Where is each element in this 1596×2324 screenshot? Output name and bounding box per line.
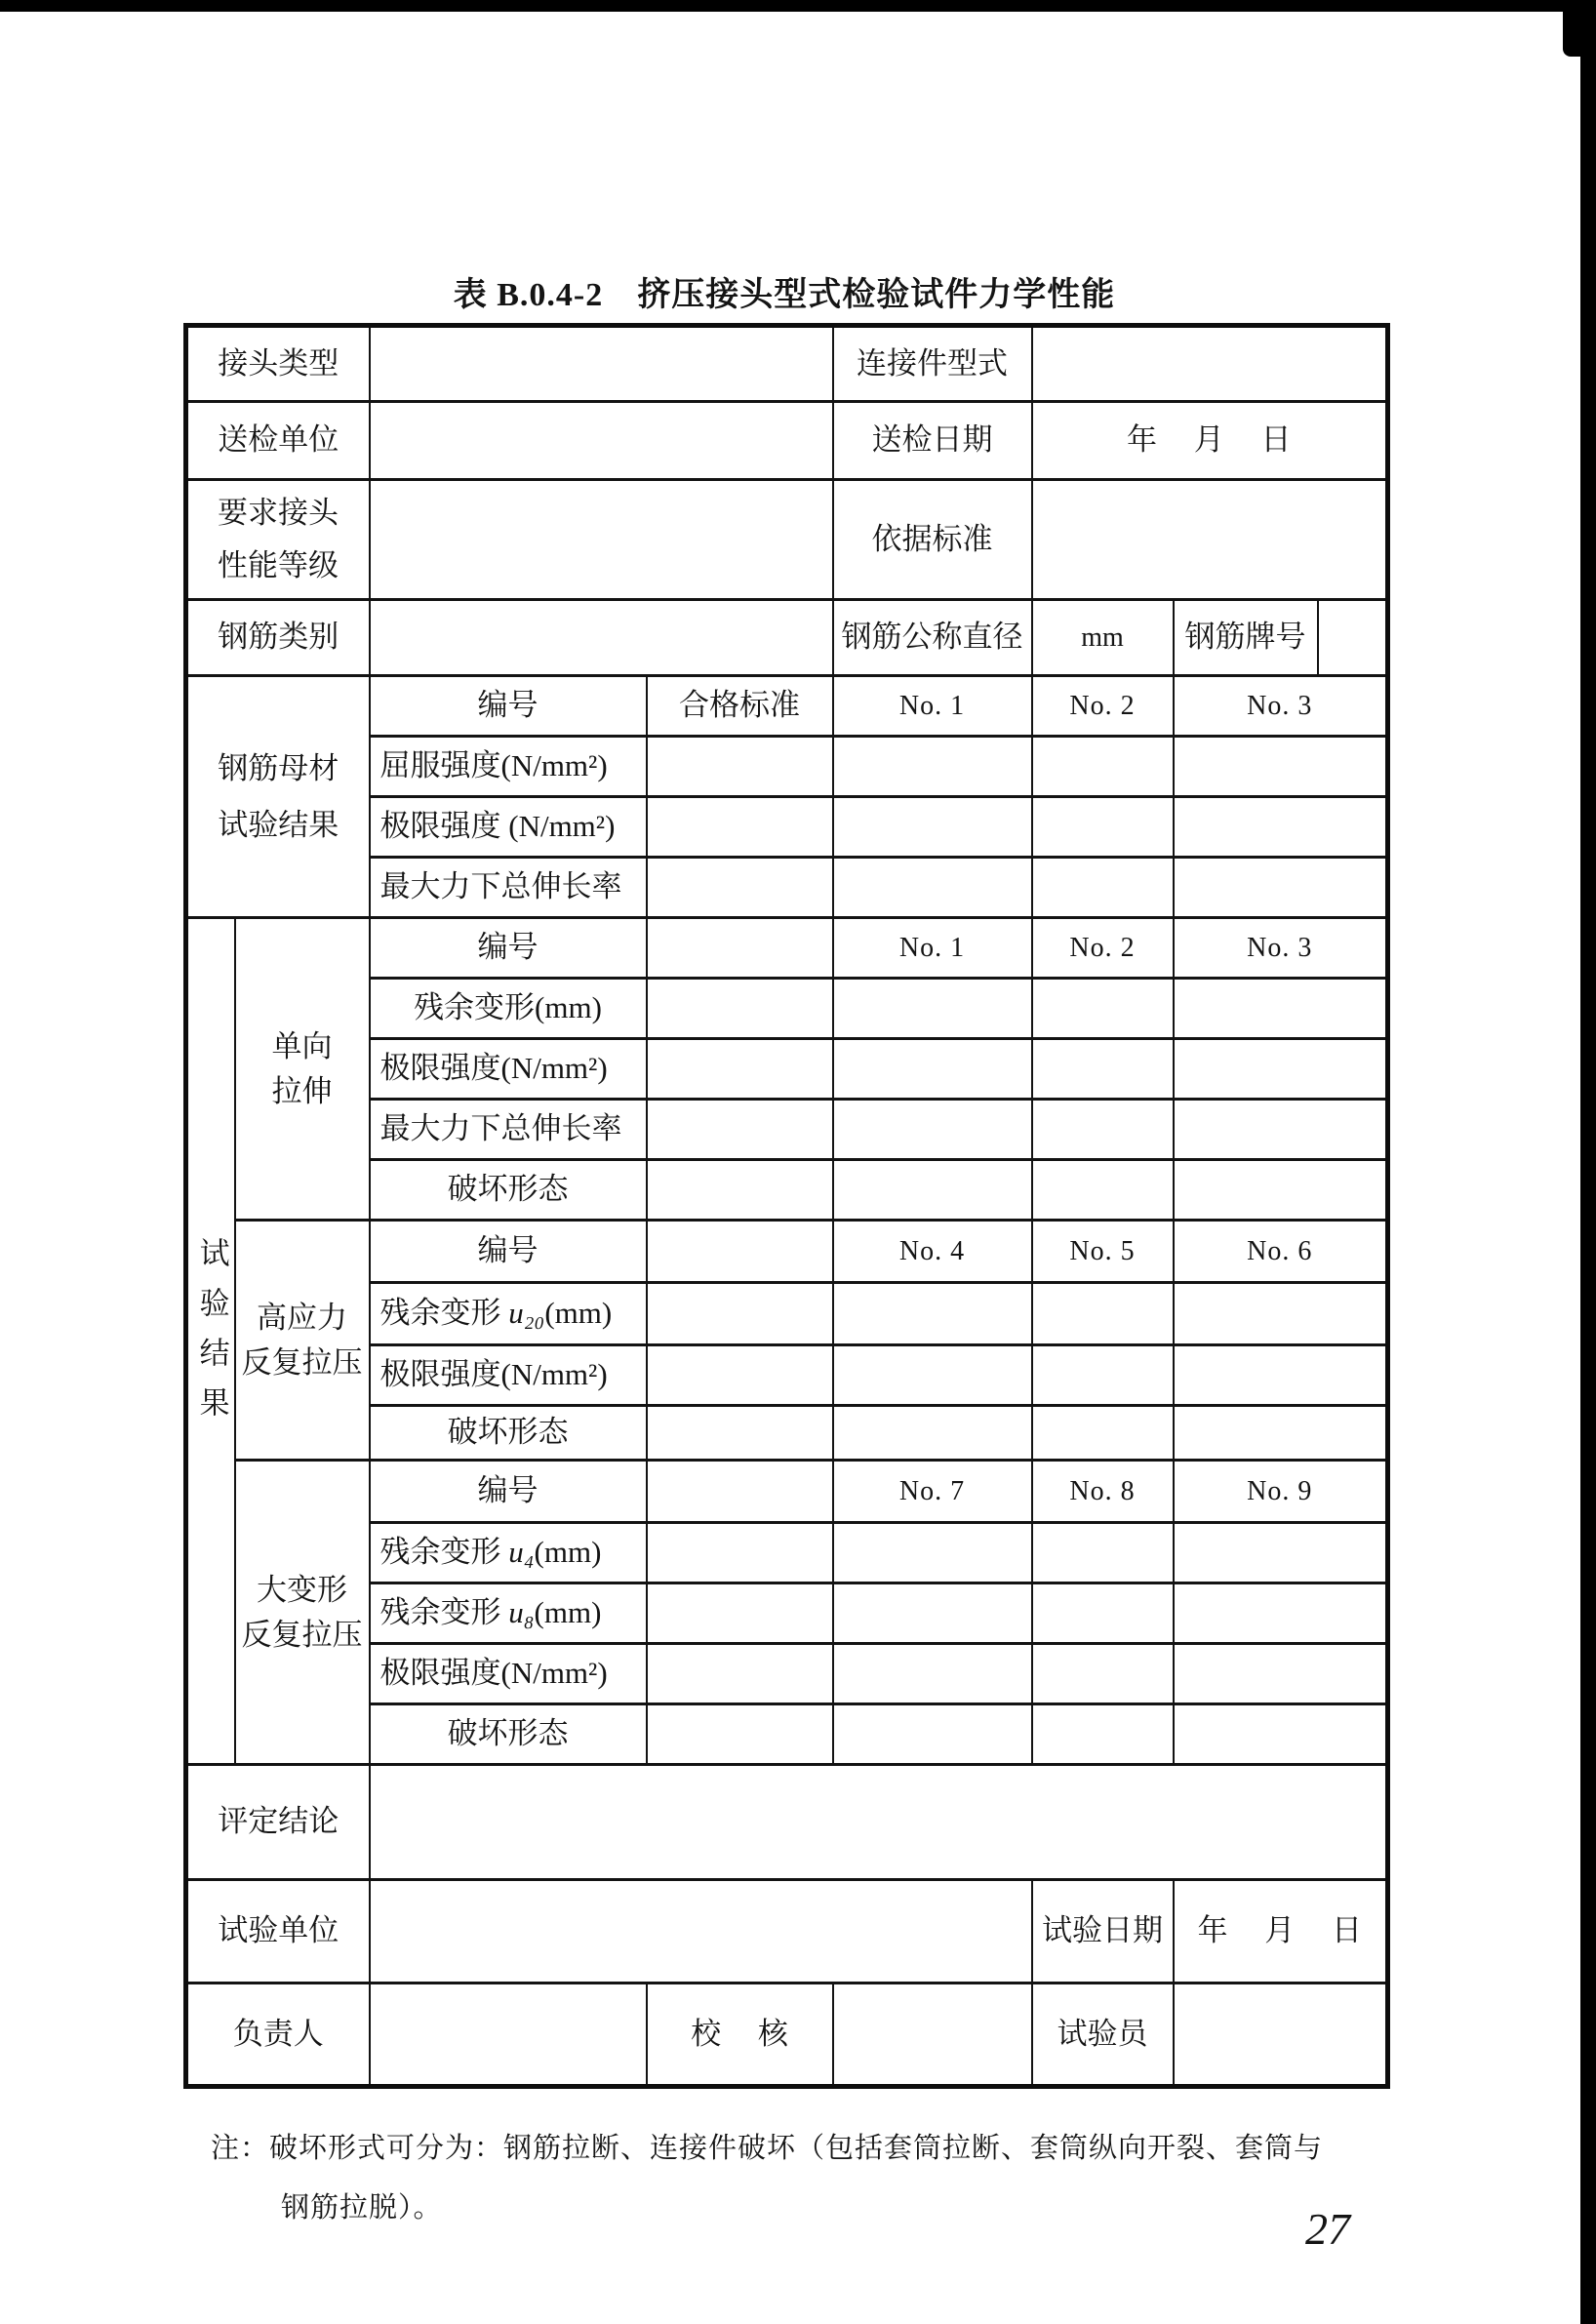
base-metal-ultimate-no1-cell	[833, 797, 1032, 858]
large-def-group-label	[235, 1461, 370, 1765]
conclusion-value-cell	[370, 1765, 1388, 1880]
uniaxial-ultimate-no1-cell	[833, 1039, 1032, 1100]
high-stress-failure-no6-cell	[1174, 1406, 1388, 1461]
submit-date-value-cell: 年 月 日	[1032, 402, 1388, 480]
base-metal-elongation-no3-cell	[1174, 858, 1388, 918]
connector-type-value-cell	[1032, 326, 1388, 402]
large-def-sn-label: 编号	[370, 1461, 647, 1523]
rebar-grade-value-cell	[1318, 600, 1388, 676]
base-metal-ultimate-criteria-cell	[647, 797, 833, 858]
large-def-residual4-prefix: 残余变形	[379, 1535, 509, 1570]
required-performance-line1: 要求接头	[218, 496, 339, 530]
rebar-diameter-unit: mm	[1032, 600, 1174, 676]
high-stress-sn-label: 编号	[370, 1221, 647, 1283]
rebar-diameter-label: 钢筋公称直径	[833, 600, 1032, 676]
base-metal-group-label	[186, 676, 370, 918]
large-def-sn-criteria-cell	[647, 1461, 833, 1523]
conclusion-label: 评定结论	[186, 1765, 370, 1880]
rebar-grade-label: 钢筋牌号	[1174, 600, 1318, 676]
table-note-line1	[211, 2119, 1411, 2179]
tester-label: 试验员	[1032, 1983, 1174, 2087]
base-metal-elongation-criteria-cell	[647, 858, 833, 918]
uniaxial-ultimate-criteria-cell	[647, 1039, 833, 1100]
large-def-residual4-label	[370, 1523, 647, 1583]
high-stress-residual-prefix: 残余变形	[379, 1296, 509, 1331]
rebar-class-value-cell	[370, 600, 833, 676]
scan-artifact-corner	[1563, 0, 1596, 57]
high-stress-no6-header: No. 6	[1174, 1221, 1388, 1283]
large-def-ultimate-no9-cell	[1174, 1644, 1388, 1704]
test-unit-label: 试验单位	[186, 1880, 370, 1983]
base-metal-ultimate-no3-cell	[1174, 797, 1388, 858]
high-stress-no5-header: No. 5	[1032, 1221, 1174, 1283]
large-def-failure-criteria-cell	[647, 1704, 833, 1765]
large-def-residual8-label	[370, 1583, 647, 1644]
large-def-residual8-var: u₈	[508, 1595, 535, 1630]
high-stress-group-line2: 反复拉压	[241, 1344, 363, 1380]
uniaxial-residual-no2-cell	[1032, 979, 1174, 1039]
large-def-residual8-no8-cell	[1032, 1583, 1174, 1644]
high-stress-residual-no5-cell	[1032, 1283, 1174, 1345]
principal-label: 负责人	[186, 1983, 370, 2087]
base-metal-no3-header: No. 3	[1174, 676, 1388, 737]
basis-standard-label: 依据标准	[833, 480, 1032, 600]
large-def-residual4-suffix: (mm)	[534, 1535, 602, 1570]
base-metal-no2-header: No. 2	[1032, 676, 1174, 737]
large-def-failure-no8-cell	[1032, 1704, 1174, 1765]
high-stress-sn-criteria-cell	[647, 1221, 833, 1283]
joint-type-label: 接头类型	[186, 326, 370, 402]
test-results-side-label	[186, 918, 235, 1765]
scan-artifact-top-band	[0, 0, 1596, 12]
submit-date-label: 送检日期	[833, 402, 1032, 480]
large-def-residual4-no9-cell	[1174, 1523, 1388, 1583]
base-metal-no1-header: No. 1	[833, 676, 1032, 737]
high-stress-ultimate-label: 极限强度(N/mm²)	[370, 1345, 647, 1406]
uniaxial-failure-criteria-cell	[647, 1160, 833, 1221]
table-title: 表 B.0.4-2 挤压接头型式检验试件力学性能	[453, 277, 1116, 313]
test-form-table	[183, 323, 1390, 2089]
base-metal-elongation-no2-cell	[1032, 858, 1174, 918]
high-stress-failure-no5-cell	[1032, 1406, 1174, 1461]
high-stress-failure-criteria-cell	[647, 1406, 833, 1461]
large-def-residual8-no7-cell	[833, 1583, 1032, 1644]
tester-value-cell	[1174, 1983, 1388, 2087]
page-number: 27	[1305, 2204, 1350, 2254]
uniaxial-residual-criteria-cell	[647, 979, 833, 1039]
large-def-ultimate-criteria-cell	[647, 1644, 833, 1704]
uniaxial-residual-no1-cell	[833, 979, 1032, 1039]
base-metal-yield-no3-cell	[1174, 737, 1388, 797]
base-metal-elongation-no1-cell	[833, 858, 1032, 918]
checker-value-cell	[833, 1983, 1032, 2087]
large-def-residual4-no7-cell	[833, 1523, 1032, 1583]
test-unit-value-cell	[370, 1880, 1032, 1983]
required-performance-label	[186, 480, 370, 600]
large-def-group-line2: 反复拉压	[241, 1617, 363, 1652]
base-metal-ultimate-no2-cell	[1032, 797, 1174, 858]
large-def-failure-no9-cell	[1174, 1704, 1388, 1765]
uniaxial-sn-label: 编号	[370, 918, 647, 979]
large-def-ultimate-no7-cell	[833, 1644, 1032, 1704]
table-note	[211, 2119, 1411, 2238]
high-stress-failure-label: 破坏形态	[370, 1406, 647, 1461]
joint-type-value-cell	[370, 326, 833, 402]
required-performance-line2: 性能等级	[218, 548, 339, 582]
connector-type-label: 连接件型式	[833, 326, 1032, 402]
base-metal-yield-no2-cell	[1032, 737, 1174, 797]
large-def-residual8-suffix: (mm)	[534, 1595, 602, 1630]
large-def-ultimate-no8-cell	[1032, 1644, 1174, 1704]
large-def-residual4-criteria-cell	[647, 1523, 833, 1583]
test-date-value-cell: 年 月 日	[1174, 1880, 1388, 1983]
uniaxial-ultimate-label: 极限强度(N/mm²)	[370, 1039, 647, 1100]
uniaxial-elongation-no1-cell	[833, 1100, 1032, 1160]
base-metal-group-line1: 钢筋母材	[218, 750, 339, 785]
base-metal-yield-criteria-cell	[647, 737, 833, 797]
table-note-line2: 钢筋拉脱）。	[281, 2192, 443, 2224]
high-stress-group-label	[235, 1221, 370, 1461]
uniaxial-failure-label: 破坏形态	[370, 1160, 647, 1221]
large-def-ultimate-label: 极限强度(N/mm²)	[370, 1644, 647, 1704]
base-metal-group-line2: 试验结果	[218, 807, 339, 842]
base-metal-criteria-label: 合格标准	[647, 676, 833, 737]
uniaxial-ultimate-no3-cell	[1174, 1039, 1388, 1100]
uniaxial-ultimate-no2-cell	[1032, 1039, 1174, 1100]
basis-standard-value-cell	[1032, 480, 1388, 600]
high-stress-residual-no6-cell	[1174, 1283, 1388, 1345]
table-note-text1: 破坏形式可分为：钢筋拉断、连接件破坏（包括套筒拉断、套筒纵向开裂、套筒与	[269, 2133, 1324, 2164]
large-def-failure-no7-cell	[833, 1704, 1032, 1765]
high-stress-residual-criteria-cell	[647, 1283, 833, 1345]
uniaxial-elongation-no2-cell	[1032, 1100, 1174, 1160]
checker-label: 校 核	[647, 1983, 833, 2087]
required-performance-value-cell	[370, 480, 833, 600]
high-stress-residual-label	[370, 1283, 647, 1345]
high-stress-ultimate-criteria-cell	[647, 1345, 833, 1406]
base-metal-sn-label: 编号	[370, 676, 647, 737]
large-def-residual8-criteria-cell	[647, 1583, 833, 1644]
uniaxial-group-line2: 拉伸	[271, 1073, 333, 1108]
high-stress-group-line1: 高应力	[257, 1300, 347, 1335]
base-metal-ultimate-label: 极限强度 (N/mm²)	[370, 797, 647, 858]
rebar-class-label: 钢筋类别	[186, 600, 370, 676]
uniaxial-elongation-no3-cell	[1174, 1100, 1388, 1160]
test-date-label: 试验日期	[1032, 1880, 1174, 1983]
submit-unit-value-cell	[370, 402, 833, 480]
uniaxial-residual-no3-cell	[1174, 979, 1388, 1039]
uniaxial-sn-criteria-cell	[647, 918, 833, 979]
uniaxial-no2-header: No. 2	[1032, 918, 1174, 979]
high-stress-residual-suffix: (mm)	[544, 1296, 613, 1331]
uniaxial-group-label	[235, 918, 370, 1221]
high-stress-failure-no4-cell	[833, 1406, 1032, 1461]
base-metal-yield-no1-cell	[833, 737, 1032, 797]
large-def-residual8-prefix: 残余变形	[379, 1595, 509, 1630]
large-def-residual8-no9-cell	[1174, 1583, 1388, 1644]
submit-unit-label: 送检单位	[186, 402, 370, 480]
high-stress-ultimate-no5-cell	[1032, 1345, 1174, 1406]
large-def-no7-header: No. 7	[833, 1461, 1032, 1523]
uniaxial-failure-no3-cell	[1174, 1160, 1388, 1221]
uniaxial-failure-no2-cell	[1032, 1160, 1174, 1221]
uniaxial-group-line1: 单向	[271, 1028, 333, 1063]
high-stress-no4-header: No. 4	[833, 1221, 1032, 1283]
base-metal-yield-label: 屈服强度(N/mm²)	[370, 737, 647, 797]
scan-artifact-right-band	[1580, 0, 1596, 2324]
uniaxial-elongation-label: 最大力下总伸长率	[370, 1100, 647, 1160]
large-def-group-line1: 大变形	[257, 1572, 347, 1607]
high-stress-residual-var: u₂₀	[508, 1296, 545, 1331]
test-results-side-text: 试验结果	[194, 1236, 229, 1436]
large-def-no9-header: No. 9	[1174, 1461, 1388, 1523]
principal-value-cell	[370, 1983, 647, 2087]
uniaxial-no1-header: No. 1	[833, 918, 1032, 979]
uniaxial-elongation-criteria-cell	[647, 1100, 833, 1160]
high-stress-ultimate-no6-cell	[1174, 1345, 1388, 1406]
uniaxial-no3-header: No. 3	[1174, 918, 1388, 979]
large-def-residual4-var: u₄	[508, 1535, 535, 1570]
uniaxial-failure-no1-cell	[833, 1160, 1032, 1221]
large-def-no8-header: No. 8	[1032, 1461, 1174, 1523]
high-stress-ultimate-no4-cell	[833, 1345, 1032, 1406]
high-stress-residual-no4-cell	[833, 1283, 1032, 1345]
large-def-failure-label: 破坏形态	[370, 1704, 647, 1765]
uniaxial-residual-label: 残余变形(mm)	[370, 979, 647, 1039]
large-def-residual4-no8-cell	[1032, 1523, 1174, 1583]
base-metal-elongation-label: 最大力下总伸长率	[370, 858, 647, 918]
table-note-prefix: 注：	[211, 2133, 270, 2164]
